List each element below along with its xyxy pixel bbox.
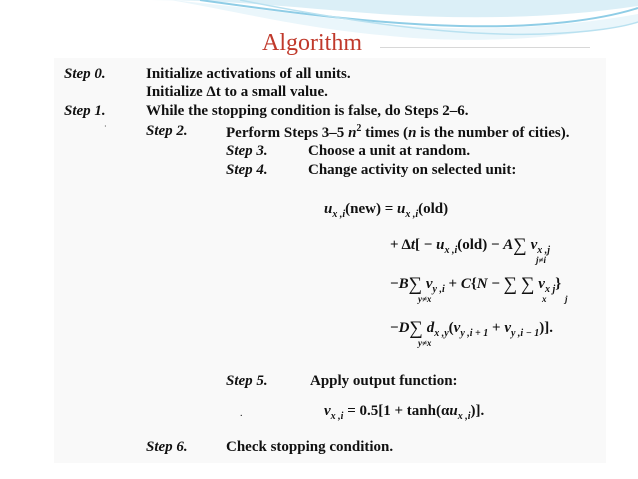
eq-line-2-sub: j≠i	[536, 255, 546, 265]
step-2-text: Perform Steps 3–5 $n^2$ times (n is the number of cities).	[226, 123, 570, 141]
eq-line-3: −B∑ $v_{y ,i} + C\{N$ − ∑ ∑ $v_{x j}$}	[390, 274, 562, 295]
eq-line-2: + $\Delta t[ - u_{x ,i}(old) - A\sum$ $v_{x ,j}$	[390, 235, 551, 256]
step-1-text: While the stopping condition is false, do Steps 2–6.	[146, 103, 469, 119]
step-1-label: Step 1.	[64, 103, 106, 119]
algorithm-panel	[54, 58, 606, 463]
title-underline	[380, 47, 590, 48]
output-equation: $v_{x ,i} = 0.5[1 + \tanh(\alpha u_{x ,i})]$.	[324, 403, 485, 422]
stray-dot: .	[240, 408, 243, 419]
step-4-text: Change activity on selected unit:	[308, 162, 517, 178]
step-3-label: Step 3.	[226, 143, 268, 159]
step-0-label: Step 0.	[64, 66, 106, 82]
step-4-label: Step 4.	[226, 162, 268, 178]
eq-line-3-sub-b: x	[542, 294, 547, 304]
eq-line-4-sub: y≠x	[418, 338, 432, 348]
step-0-line-1: Initialize activations of all units.	[146, 66, 351, 82]
step-0-line-2: Initialize Δt to a small value.	[146, 84, 328, 100]
eq-line-3-sub-a: y≠x	[418, 294, 432, 304]
step-6-text: Check stopping condition.	[226, 439, 394, 455]
step-2-label: Step 2.	[146, 123, 188, 139]
slide-title: Algorithm	[262, 30, 362, 56]
step-6-label: Step 6.	[146, 439, 188, 455]
eq-line-3-sub-c: j	[565, 294, 568, 304]
step-5-text: Apply output function:	[310, 373, 458, 389]
stray-mark: ·	[104, 122, 107, 131]
step-3-text: Choose a unit at random.	[308, 143, 471, 159]
eq-line-1: $u_{x ,i}(new) = u_{x ,i}(old)$	[324, 201, 449, 220]
step-5-label: Step 5.	[226, 373, 268, 389]
eq-line-4: −D∑ $d_{x ,y}(v_{y ,i}$ $_{+ 1} + v_{y ,i - 1}$)].	[390, 318, 554, 339]
